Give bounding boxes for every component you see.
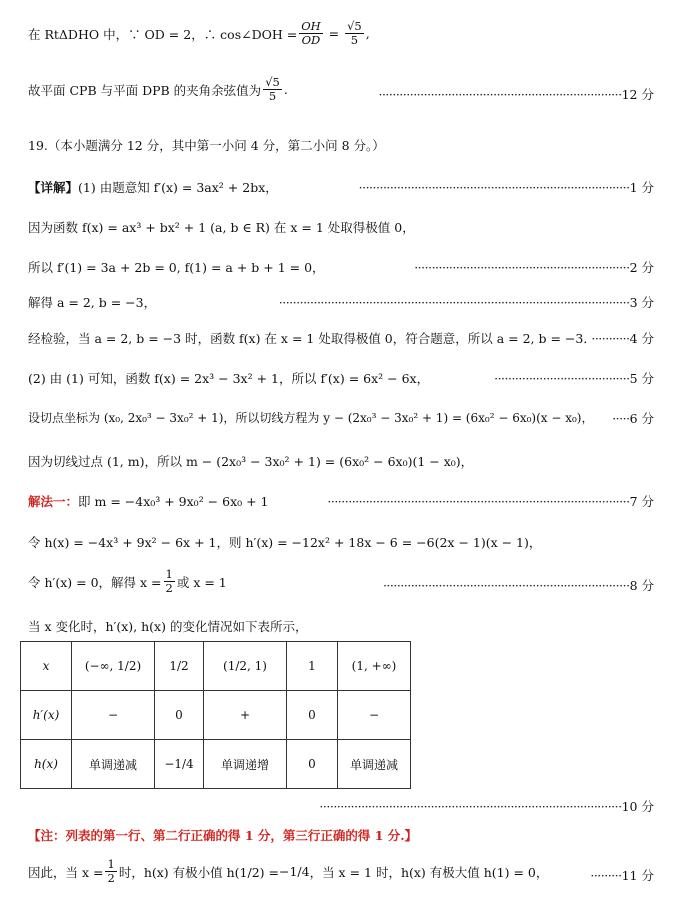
line-text: 令 h(x) = −4x³ + 9x² − 6x + 1，则 h′(x) = −12x² + 18x − 6 = −6(2x − 1)(x − 1)， bbox=[28, 535, 542, 550]
table-cell: (1/2, 1) bbox=[204, 642, 287, 691]
table-cell: 0 bbox=[287, 691, 338, 740]
fraction-num: 1 bbox=[107, 857, 115, 871]
line-text: 因为切线过点 (1, m)，所以 m − (2x₀³ − 3x₀² + 1) = (6x₀² − 6x₀)(1 − x₀)， bbox=[28, 454, 474, 469]
score: 7 分 bbox=[629, 494, 654, 509]
text-line-hx bbox=[28, 533, 541, 551]
text-line-point bbox=[28, 452, 473, 470]
table-cell: −1/4 bbox=[155, 740, 204, 789]
fraction-den: OD bbox=[301, 33, 321, 48]
line-text: 所以 f′(1) = 3a + 2b = 0, f(1) = a + b + 1 = 0， bbox=[28, 260, 325, 275]
line-text: 因为函数 f(x) = ax³ + bx² + 1 (a, b ∈ R) 在 x = 1 处取得极值 0， bbox=[28, 220, 415, 235]
text-line-roots bbox=[28, 568, 227, 595]
line-text: 即 m = −4x₀³ + 9x₀² − 6x₀ + 1 bbox=[78, 494, 269, 509]
table-cell: x bbox=[21, 642, 72, 691]
line-text: 经检验，当 a = 2, b = −3 时，函数 f(x) 在 x = 1 处取得极值 0，符合题意，所以 a = 2, b = −3． bbox=[28, 331, 596, 346]
text-line-derivative bbox=[28, 178, 278, 196]
fraction bbox=[164, 568, 175, 595]
grading-note bbox=[28, 826, 417, 844]
score: 8 分 bbox=[629, 578, 654, 593]
line-text: 因此，当 x = bbox=[28, 864, 104, 880]
text-line-verify bbox=[28, 329, 596, 347]
score-marker bbox=[590, 866, 654, 884]
score-marker bbox=[359, 178, 654, 196]
text-line-function bbox=[28, 218, 415, 236]
score-marker bbox=[591, 329, 654, 347]
fraction-num: √5 bbox=[265, 75, 280, 89]
table-cell: 1/2 bbox=[155, 642, 204, 691]
fraction bbox=[345, 20, 364, 47]
line-text: 当 x 变化时，h′(x), h(x) 的变化情况如下表所示， bbox=[28, 619, 308, 634]
table-cell: + bbox=[204, 691, 287, 740]
note-text: 【注：列表的第一行、第二行正确的得 1 分，第三行正确的得 1 分.】 bbox=[28, 828, 418, 843]
fraction-num: OH bbox=[301, 19, 321, 33]
dot-leader: ······································································· bbox=[382, 578, 630, 593]
table-row bbox=[21, 740, 411, 789]
fraction bbox=[105, 858, 116, 885]
table-cell: (−∞, 1/2) bbox=[72, 642, 155, 691]
dot-leader: ··········· bbox=[591, 331, 630, 346]
score: 5 分 bbox=[629, 371, 654, 386]
fraction-den: 5 bbox=[268, 89, 277, 104]
table-cell: 单调递减 bbox=[338, 740, 411, 789]
table-cell: 0 bbox=[287, 740, 338, 789]
fraction-den: 5 bbox=[350, 33, 359, 48]
text-line-solve bbox=[28, 293, 156, 311]
table-row bbox=[21, 642, 411, 691]
score: 2 分 bbox=[629, 260, 654, 275]
line-text: 故平面 CPB 与平面 DPB 的夹角余弦值为 bbox=[28, 82, 262, 98]
table-cell: 单调递增 bbox=[204, 740, 287, 789]
score-marker bbox=[612, 409, 654, 427]
line-text: , bbox=[365, 26, 370, 42]
text-line-method1 bbox=[28, 492, 269, 510]
dot-leader: ········· bbox=[590, 868, 622, 883]
score: 4 分 bbox=[629, 331, 654, 346]
line-text: 解得 a = 2, b = −3， bbox=[28, 295, 157, 310]
fraction bbox=[299, 20, 322, 47]
score: 1 分 bbox=[629, 180, 654, 195]
detail-tag: 【详解】 bbox=[28, 180, 79, 195]
line-text: 在 RtΔDHO 中，∵ OD = 2，∴ cos∠DOH = bbox=[28, 26, 298, 42]
score: 12 分 bbox=[621, 87, 654, 102]
line-text: (1) 由题意知 f′(x) = 3ax² + 2bx， bbox=[78, 180, 278, 195]
dot-leader: ······················································································· bbox=[319, 799, 622, 814]
line-text: 或 x = 1 bbox=[176, 574, 227, 590]
dot-leader: ······················································································· bbox=[327, 494, 630, 509]
method-label: 解法一： bbox=[28, 494, 79, 509]
text-line-cos: 在 RtΔDHO 中，∵ OD = 2，∴ cos∠DOH = $\frac{OH}{OD}$ = $\frac{√5}{5}$ , bbox=[28, 19, 370, 48]
line-text: . bbox=[283, 82, 288, 98]
variation-table bbox=[20, 641, 411, 789]
fraction-den: 2 bbox=[165, 581, 173, 596]
line-text: 设切点坐标为 (x₀, 2x₀³ − 3x₀² + 1)，所以切线方程为 y − (2x₀³ − 3x₀² + 1) = (6x₀² − 6x₀)(x − x₀)， bbox=[28, 411, 594, 425]
score-marker bbox=[383, 576, 654, 594]
table-row bbox=[21, 691, 411, 740]
line-text: −1/4 bbox=[278, 864, 310, 880]
text-line-equations bbox=[28, 258, 325, 276]
table-cell: h(x) bbox=[21, 740, 72, 789]
score: 3 分 bbox=[629, 295, 654, 310]
question-heading bbox=[28, 136, 385, 154]
fraction bbox=[263, 76, 282, 103]
table-cell: − bbox=[72, 691, 155, 740]
dot-leader: ····································································································· bbox=[278, 295, 630, 310]
line-text: (2) 由 (1) 可知，函数 f(x) = 2x³ − 3x² + 1，所以 f′(x) = 6x² − 6x， bbox=[28, 371, 430, 386]
dot-leader: ······································· bbox=[494, 371, 630, 386]
score-marker bbox=[319, 797, 654, 815]
score: 10 分 bbox=[621, 799, 654, 814]
dot-leader: ······································································ bbox=[378, 87, 622, 102]
fraction-num: √5 bbox=[347, 19, 362, 33]
text-line-part2 bbox=[28, 369, 429, 387]
heading-text: 19.（本小题满分 12 分，其中第一小问 4 分，第二小问 8 分。） bbox=[28, 138, 385, 153]
line-text: 时，h(x) 有极小值 h(1/2) = bbox=[118, 864, 279, 880]
score-marker bbox=[327, 492, 654, 510]
text-line-angle bbox=[28, 76, 288, 103]
line-text: ，当 x = 1 时，h(x) 有极大值 h(1) = 0， bbox=[309, 864, 549, 880]
table-cell: (1, +∞) bbox=[338, 642, 411, 691]
fraction-num: 1 bbox=[165, 567, 173, 581]
text-line-conclusion bbox=[28, 858, 548, 885]
score-marker bbox=[279, 293, 654, 311]
fraction-den: 2 bbox=[107, 871, 115, 886]
score: 11 分 bbox=[621, 868, 654, 883]
table-cell: 1 bbox=[287, 642, 338, 691]
text-line-table-intro bbox=[28, 617, 307, 635]
dot-leader: ······························································ bbox=[414, 260, 630, 275]
line-text: 令 h′(x) = 0，解得 x = bbox=[28, 574, 162, 590]
table-cell: 单调递减 bbox=[72, 740, 155, 789]
table-cell: h′(x) bbox=[21, 691, 72, 740]
score-marker bbox=[494, 369, 654, 387]
dot-leader: ····· bbox=[612, 411, 630, 426]
table-cell: − bbox=[338, 691, 411, 740]
score: 6 分 bbox=[629, 411, 654, 426]
dot-leader: ·············································································· bbox=[358, 180, 630, 195]
table-cell: 0 bbox=[155, 691, 204, 740]
score-marker bbox=[378, 85, 654, 103]
score-marker bbox=[414, 258, 654, 276]
text-line-tangent bbox=[28, 409, 593, 426]
